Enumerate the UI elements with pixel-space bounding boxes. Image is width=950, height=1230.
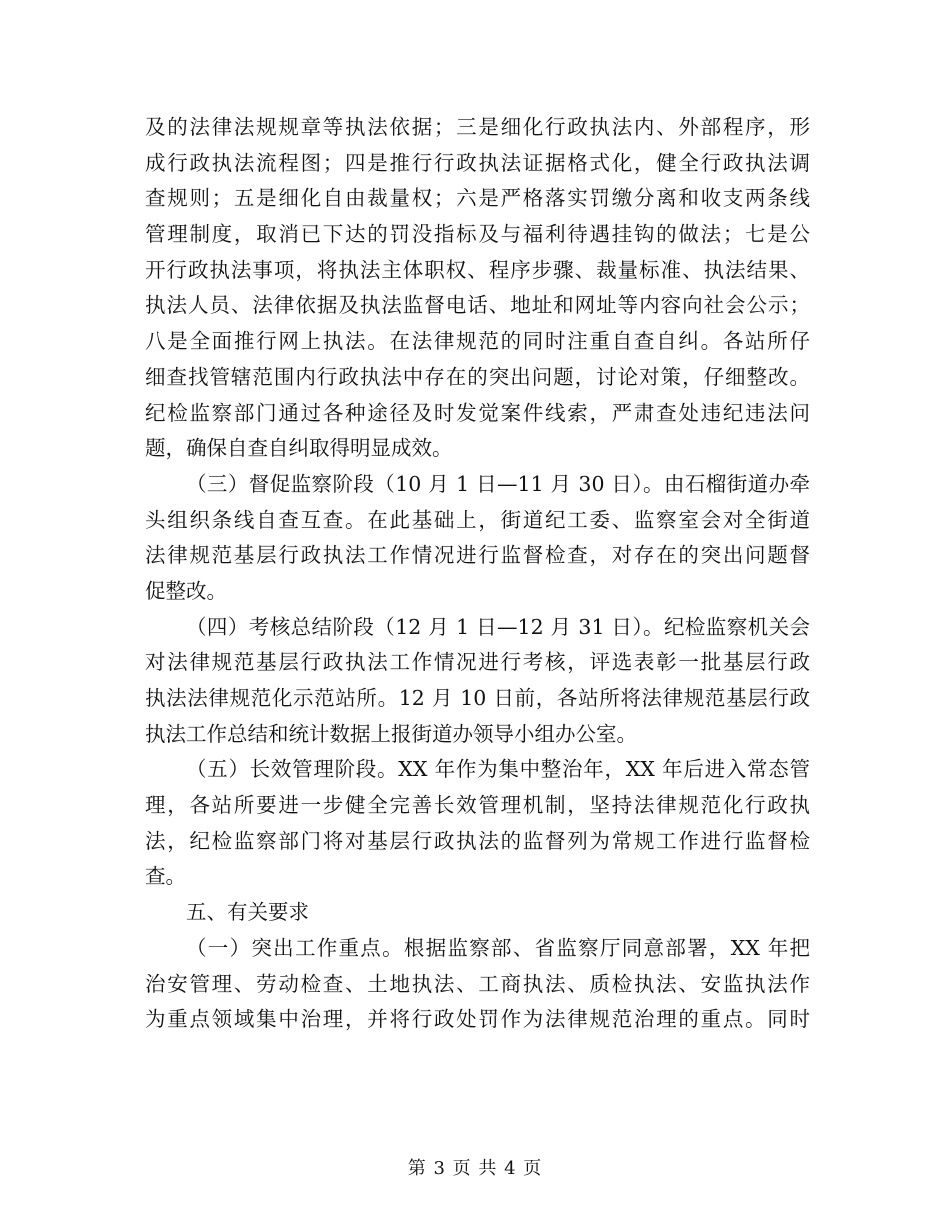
text-line: 法律规范基层行政执法工作情况进行监督检查，对存在的突出问题督 (145, 543, 810, 568)
text-line: 促整改。 (145, 578, 227, 603)
chapter-heading: 五、有关要求 (186, 900, 309, 925)
text-line: 及的法律法规规章等执法依据；三是细化行政执法内、外部程序，形 (145, 115, 810, 139)
text-line: 对法律规范基层行政执法工作情况进行考核，评选表彰一批基层行政 (145, 650, 810, 675)
section-heading-line: （五）长效管理阶段。XX 年作为集中整治年，XX 年后进入常态管 (186, 757, 810, 782)
text-line: 八是全面推行网上执法。在法律规范的同时注重自查自纠。各站所仔 (145, 329, 810, 354)
text-line: 成行政执法流程图；四是推行行政执法证据格式化，健全行政执法调 (145, 150, 810, 175)
text-line: 管理制度，取消已下达的罚没指标及与福利待遇挂钩的做法；七是公 (145, 222, 810, 247)
text-line: 治安管理、劳动检查、土地执法、工商执法、质检执法、安监执法作 (145, 971, 810, 996)
text-line: 理，各站所要进一步健全完善长效管理机制，坚持法律规范化行政执 (145, 793, 810, 818)
text-line: 头组织条线自查互查。在此基础上，街道纪工委、监察室会对全街道 (145, 507, 810, 532)
text-line: 查。 (145, 864, 186, 889)
text-line: 执法工作总结和统计数据上报街道办领导小组办公室。 (145, 721, 637, 746)
text-line: 法，纪检监察部门将对基层行政执法的监督列为常规工作进行监督检 (145, 828, 810, 853)
text-line: 细查找管辖范围内行政执法中存在的突出问题，讨论对策，仔细整改。 (145, 364, 810, 389)
text-line: 纪检监察部门通过各种途径及时发觉案件线索，严肃查处违纪违法问 (145, 400, 810, 425)
text-line: 执法人员、法律依据及执法监督电话、地址和网址等内容向社会公示； (145, 293, 810, 318)
text-line: 为重点领域集中治理，并将行政处罚作为法律规范治理的重点。同时 (145, 1007, 810, 1032)
text-line: 查规则；五是细化自由裁量权；六是严格落实罚缴分离和收支两条线 (145, 186, 810, 211)
text-line: 开行政执法事项，将执法主体职权、程序步骤、裁量标准、执法结果、 (145, 257, 810, 282)
section-heading-line: （一）突出工作重点。根据监察部、省监察厅同意部署，XX 年把 (186, 935, 810, 960)
section-heading-line: （四）考核总结阶段（12 月 1 日—12 月 31 日）。纪检监察机关会 (186, 614, 810, 639)
text-line: 题，确保自查自纠取得明显成效。 (145, 436, 453, 461)
page-number-footer: 第 3 页 共 4 页 (407, 1158, 543, 1179)
section-heading-line: （三）督促监察阶段（10 月 1 日—11 月 30 日）。由石榴街道办牵 (186, 471, 810, 496)
body-text (145, 110, 810, 1038)
text-line: 执法法律规范化示范站所。12 月 10 日前，各站所将法律规范基层行政 (145, 686, 810, 710)
